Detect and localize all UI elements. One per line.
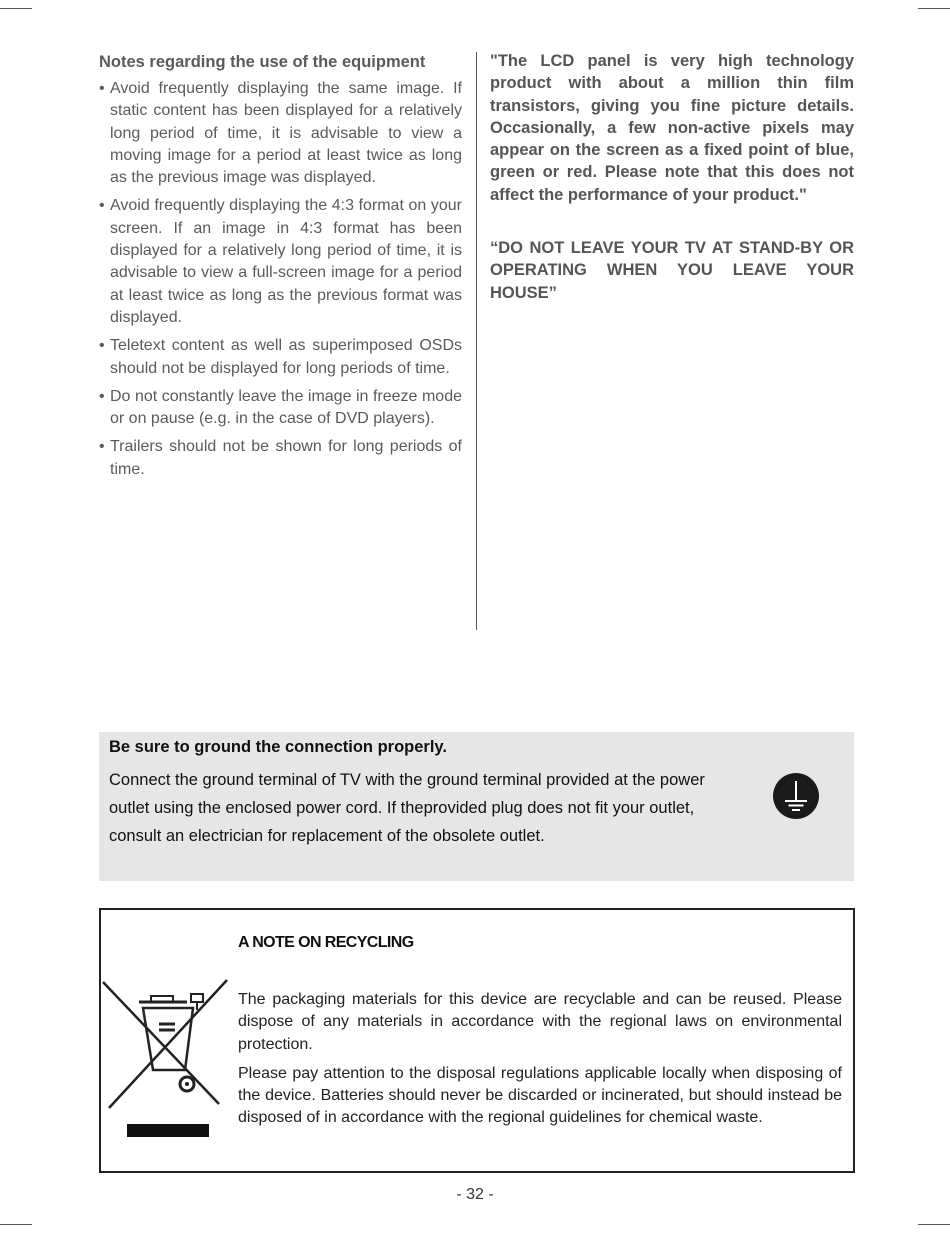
grounding-text: Connect the ground terminal of TV with the ground terminal provided at the power outlet using the enclosed power cord. If theprovided plug does not fit your outlet, consult an electrician for replacement of the obsolete outlet. [109,771,705,845]
page-number: - 32 - [456,1186,494,1203]
grounding-title: Be sure to ground the connection properly. [109,738,447,756]
notes-list [99,78,462,481]
grounding-notice [99,732,854,881]
crossed-out-bin-icon [101,974,231,1142]
ground-symbol-icon [773,773,819,819]
recycling-paragraph: Please pay attention to the disposal regulations applicable locally when disposing of the device. Batteries should never be discarded or incinerated, but should instead be disposed of in accordance with the regional guidelines for chemical waste. [238,1064,842,1127]
bullet: • [99,197,105,215]
list-item: • Avoid frequently displaying the same image. If static content has been displayed for a relatively long period of time, it is advisable to view a moving image for a period at least twice as long as the previous image was displayed. [99,80,462,187]
bullet: • [99,387,105,405]
crop-mark [918,1224,950,1225]
bullet: • [99,438,105,456]
bullet: • [99,80,105,97]
notice-section [490,50,854,304]
crop-mark [0,1224,32,1225]
recycling-paragraph: The packaging materials for this device are recyclable and can be reused. Please dispose of any materials in accordance with the regional laws on environmental protection. [238,991,842,1053]
list-item: • Do not constantly leave the image in freeze mode or on pause (e.g. in the case of DVD players). [99,387,462,428]
lcd-panel-note: "The LCD panel is very high technology product with about a million thin film transistors, giving you fine picture details. Occasionally, a few non-active pixels may appear on the screen as a fixed point of blue, green or red. Please note that this does not affect the performance of your product." [490,52,854,204]
recycling-title: A NOTE ON RECYCLING [238,934,414,951]
column-divider [476,52,477,630]
notes-title: Notes regarding the use of the equipment [99,53,426,71]
list-item: • Trailers should not be shown for long periods of time. [99,438,462,478]
list-item: • Teletext content as well as superimposed OSDs should not be displayed for long periods of time. [99,337,462,377]
crop-mark [918,8,950,9]
crop-mark [0,8,32,9]
bullet: • [99,337,105,355]
notes-section [99,50,462,487]
recycling-notice [99,908,855,1173]
standby-warning: “DO NOT LEAVE YOUR TV AT STAND-BY OR OPERATING WHEN YOU LEAVE YOUR HOUSE” [490,239,854,302]
list-item: • Avoid frequently displaying the 4:3 format on your screen. If an image in 4:3 format has been displayed for a relatively long period of time, it is advisable to view a full-screen image for a period at least twice as long as the previous format was displayed. [99,197,462,326]
recycling-text [238,989,842,1137]
